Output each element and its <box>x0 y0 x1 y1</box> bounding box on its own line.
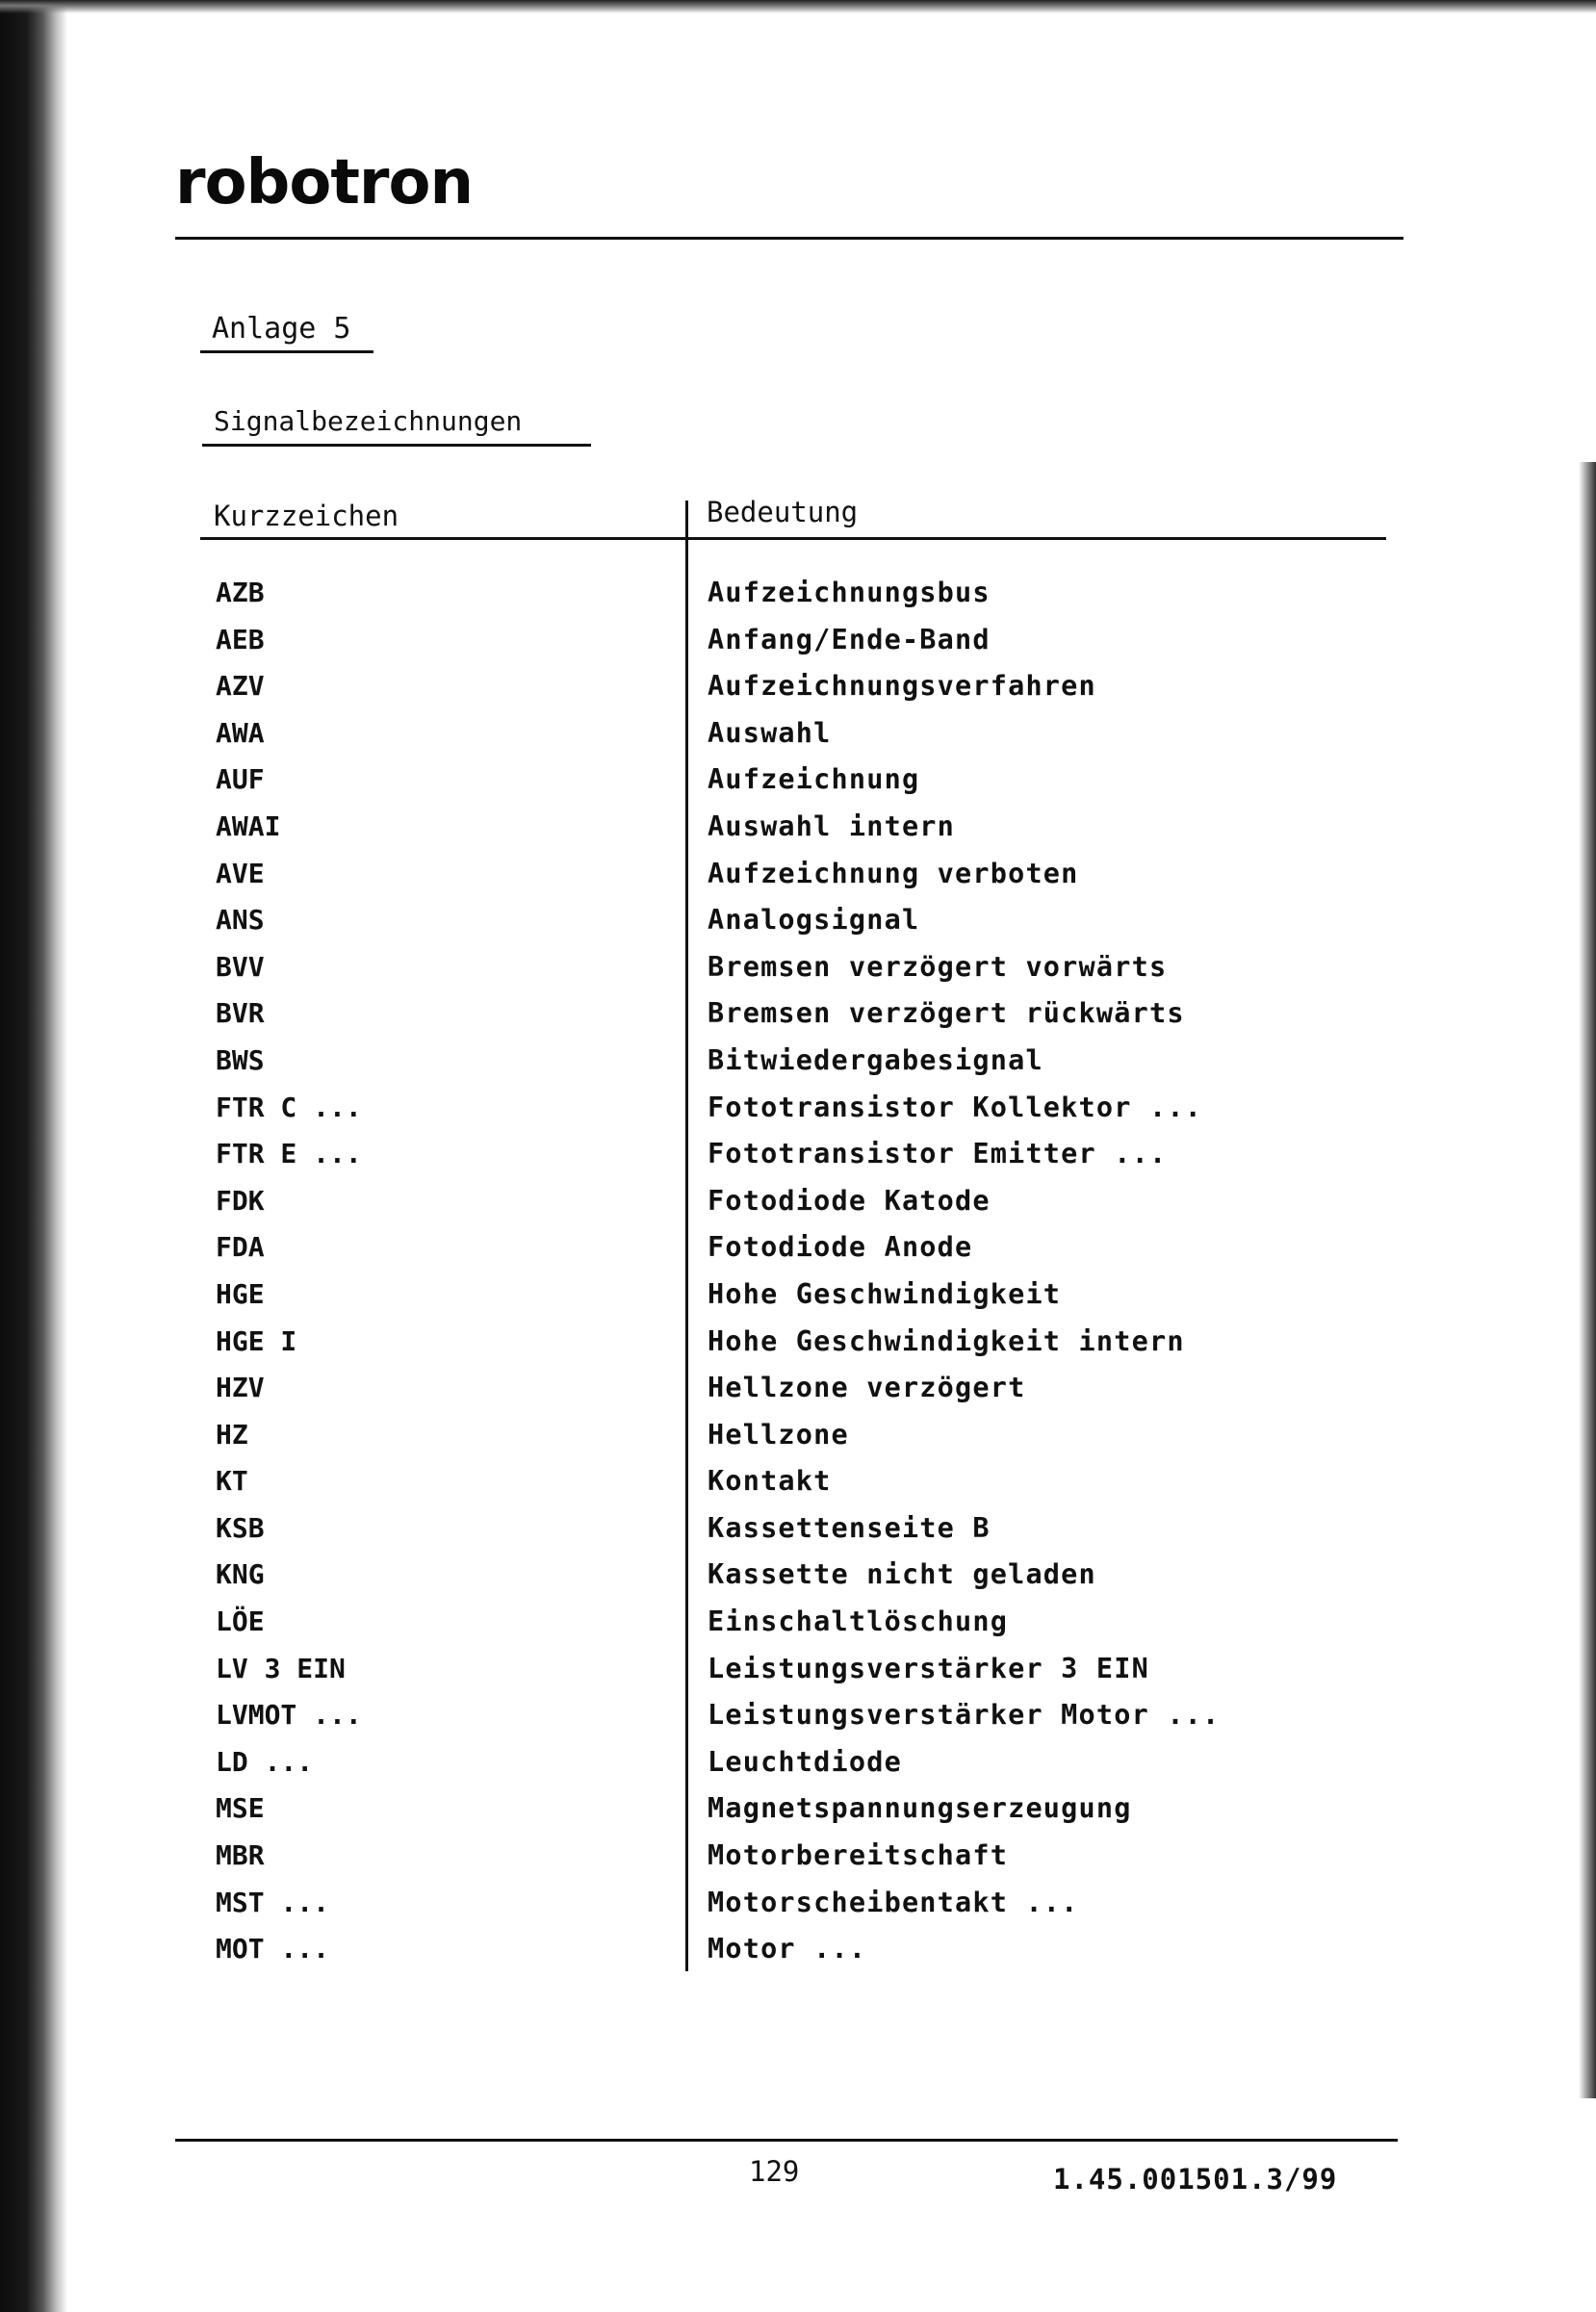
table-row <box>0 1085 1596 1132</box>
table-row <box>0 570 1596 617</box>
row-abbreviation: KNG <box>216 1558 265 1591</box>
table-row <box>0 1739 1596 1786</box>
table-row <box>0 1224 1596 1272</box>
row-meaning: Anfang/Ende-Band <box>708 623 991 655</box>
row-meaning: Fototransistor Kollektor ... <box>708 1091 1203 1123</box>
section-subtitle: Signalbezeichnungen <box>214 405 523 437</box>
robotron-logo: robotron <box>175 147 473 218</box>
table-row <box>0 1505 1596 1553</box>
row-meaning: Auswahl <box>708 716 832 749</box>
signal-table-body <box>0 570 1596 1973</box>
table-row <box>0 1599 1596 1646</box>
table-row <box>0 1131 1596 1178</box>
table-row <box>0 1412 1596 1459</box>
row-meaning: Leistungsverstärker Motor ... <box>708 1699 1221 1732</box>
row-meaning: Einschaltlöschung <box>708 1606 1009 1638</box>
row-meaning: Leuchtdiode <box>708 1745 902 1778</box>
table-row <box>0 1833 1596 1880</box>
table-row <box>0 617 1596 664</box>
table-row <box>0 1785 1596 1833</box>
page-number: 129 <box>749 2155 800 2188</box>
row-abbreviation: BVR <box>216 997 265 1030</box>
row-abbreviation: AVE <box>216 857 265 889</box>
row-abbreviation: FDK <box>216 1184 265 1217</box>
row-meaning: Auswahl intern <box>708 809 956 842</box>
table-row <box>0 1178 1596 1225</box>
row-abbreviation: AUF <box>216 763 265 796</box>
table-row <box>0 1319 1596 1366</box>
table-row <box>0 710 1596 758</box>
row-meaning: Hellzone verzögert <box>708 1372 1026 1404</box>
row-abbreviation: MSE <box>216 1792 265 1825</box>
table-row <box>0 757 1596 804</box>
row-abbreviation: AEB <box>216 623 265 655</box>
table-row <box>0 1926 1596 1973</box>
row-abbreviation: MOT ... <box>216 1933 330 1965</box>
row-abbreviation: KT <box>216 1465 248 1498</box>
row-meaning: Motor ... <box>708 1933 867 1965</box>
scan-edge-top <box>0 0 1596 13</box>
row-abbreviation: BVV <box>216 950 265 983</box>
row-meaning: Hohe Geschwindigkeit <box>708 1277 1062 1310</box>
row-meaning: Kontakt <box>708 1465 832 1498</box>
row-meaning: Aufzeichnungsbus <box>708 577 991 608</box>
row-meaning: Hellzone <box>708 1418 849 1451</box>
row-meaning: Bitwiedergabesignal <box>708 1043 1043 1076</box>
section-title-underline <box>200 350 373 353</box>
table-row <box>0 1646 1596 1693</box>
row-meaning: Motorscheibentakt ... <box>708 1886 1079 1918</box>
section-title: Anlage 5 <box>212 312 351 346</box>
row-abbreviation: BWS <box>216 1043 265 1076</box>
row-meaning: Kassettenseite B <box>708 1511 991 1544</box>
row-abbreviation: LD ... <box>216 1745 314 1778</box>
row-abbreviation: FTR E ... <box>216 1138 362 1170</box>
row-abbreviation: AWA <box>216 716 265 749</box>
column-header-kurzzeichen: Kurzzeichen <box>214 500 399 532</box>
row-abbreviation: FTR C ... <box>216 1091 362 1123</box>
row-abbreviation: FDA <box>216 1231 265 1264</box>
row-meaning: Motorbereitschaft <box>708 1839 1009 1872</box>
row-abbreviation: HZ <box>216 1418 248 1451</box>
table-row <box>0 851 1596 898</box>
row-abbreviation: AWAI <box>216 809 281 842</box>
footer-rule <box>175 2139 1398 2142</box>
table-row <box>0 1692 1596 1739</box>
row-meaning: Fotodiode Anode <box>708 1231 973 1264</box>
row-meaning: Fotodiode Katode <box>708 1184 991 1217</box>
table-row <box>0 897 1596 944</box>
row-meaning: Fototransistor Emitter ... <box>708 1138 1168 1170</box>
table-row <box>0 1880 1596 1927</box>
table-row <box>0 1272 1596 1319</box>
row-abbreviation: ANS <box>216 904 265 937</box>
row-abbreviation: KSB <box>216 1511 265 1544</box>
row-abbreviation: HGE <box>216 1277 265 1310</box>
header-rule <box>175 237 1403 240</box>
table-row <box>0 1038 1596 1085</box>
table-row <box>0 1458 1596 1505</box>
row-meaning: Hohe Geschwindigkeit intern <box>708 1324 1185 1357</box>
table-row <box>0 804 1596 851</box>
row-abbreviation: LV 3 EIN <box>216 1652 346 1684</box>
row-abbreviation: LVMOT ... <box>216 1699 362 1732</box>
table-row <box>0 1365 1596 1412</box>
row-abbreviation: LÖE <box>216 1606 265 1638</box>
row-abbreviation: MST ... <box>216 1886 330 1918</box>
row-meaning: Analogsignal <box>708 904 920 937</box>
row-meaning: Aufzeichnungsverfahren <box>708 670 1096 703</box>
row-abbreviation: MBR <box>216 1839 265 1872</box>
row-meaning: Kassette nicht geladen <box>708 1558 1096 1591</box>
row-meaning: Magnetspannungserzeugung <box>708 1792 1132 1825</box>
section-subtitle-underline <box>202 444 591 447</box>
row-abbreviation: AZV <box>216 670 265 703</box>
row-meaning: Bremsen verzögert vorwärts <box>708 950 1168 983</box>
row-abbreviation: HGE I <box>216 1324 297 1357</box>
row-meaning: Aufzeichnung verboten <box>708 857 1079 889</box>
document-number: 1.45.001501.3/99 <box>1053 2163 1338 2196</box>
table-row <box>0 944 1596 991</box>
column-header-bedeutung: Bedeutung <box>707 496 859 528</box>
table-row <box>0 990 1596 1038</box>
table-row <box>0 663 1596 710</box>
table-header-rule <box>200 537 1386 540</box>
row-meaning: Leistungsverstärker 3 EIN <box>708 1652 1149 1684</box>
row-abbreviation: AZB <box>216 577 265 608</box>
table-row <box>0 1552 1596 1599</box>
row-abbreviation: HZV <box>216 1372 265 1404</box>
row-meaning: Aufzeichnung <box>708 763 920 796</box>
row-meaning: Bremsen verzögert rückwärts <box>708 997 1185 1030</box>
